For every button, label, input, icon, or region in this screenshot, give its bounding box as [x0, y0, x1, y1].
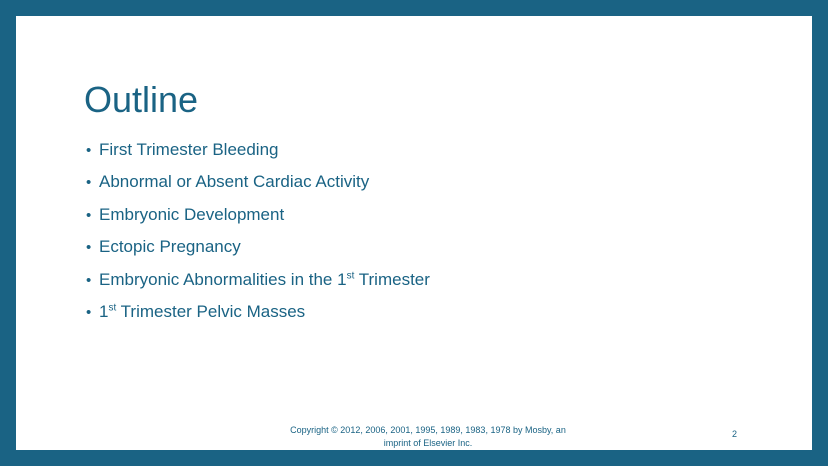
bullet-icon: • [86, 303, 92, 321]
bullet-item [86, 205, 430, 237]
ordinal-superscript: st [346, 269, 355, 281]
copyright-line: imprint of Elsevier Inc. [383, 438, 473, 448]
bullet-item [86, 140, 430, 172]
bullet-icon: • [86, 142, 92, 159]
bullet-item [86, 270, 430, 302]
slide-title: Outline [84, 79, 199, 120]
bullet-text-rest: Trimester Pelvic Masses [116, 301, 306, 321]
bullet-text-main: 1 [99, 301, 109, 321]
bullet-item [86, 172, 430, 204]
bullet-text: First Trimester Bleeding [99, 140, 279, 159]
ordinal-superscript: st [108, 302, 117, 314]
bullet-text-rest: Trimester [354, 269, 430, 289]
bullet-icon: • [86, 206, 92, 224]
copyright-line: Copyright © 2012, 2006, 2001, 1995, 1989, 1983, 1978 by Mosby, an [290, 425, 566, 435]
bullet-icon: • [86, 174, 92, 192]
bullet-item [86, 237, 430, 269]
slide-number: 2 [732, 429, 738, 439]
copyright-notice [278, 424, 578, 450]
bullet-text-main: Embryonic Abnormalities in the 1 [99, 269, 347, 289]
slide [16, 16, 812, 450]
bullet-list [86, 140, 430, 334]
bullet-text: Abnormal or Absent Cardiac Activity [99, 172, 370, 192]
bullet-icon: • [86, 239, 92, 257]
bullet-text: Embryonic Development [99, 204, 285, 224]
bullet-icon: • [86, 271, 92, 289]
bullet-item [86, 302, 430, 334]
bullet-text [99, 302, 305, 322]
bullet-text [99, 270, 430, 290]
bullet-text: Ectopic Pregnancy [99, 237, 241, 257]
